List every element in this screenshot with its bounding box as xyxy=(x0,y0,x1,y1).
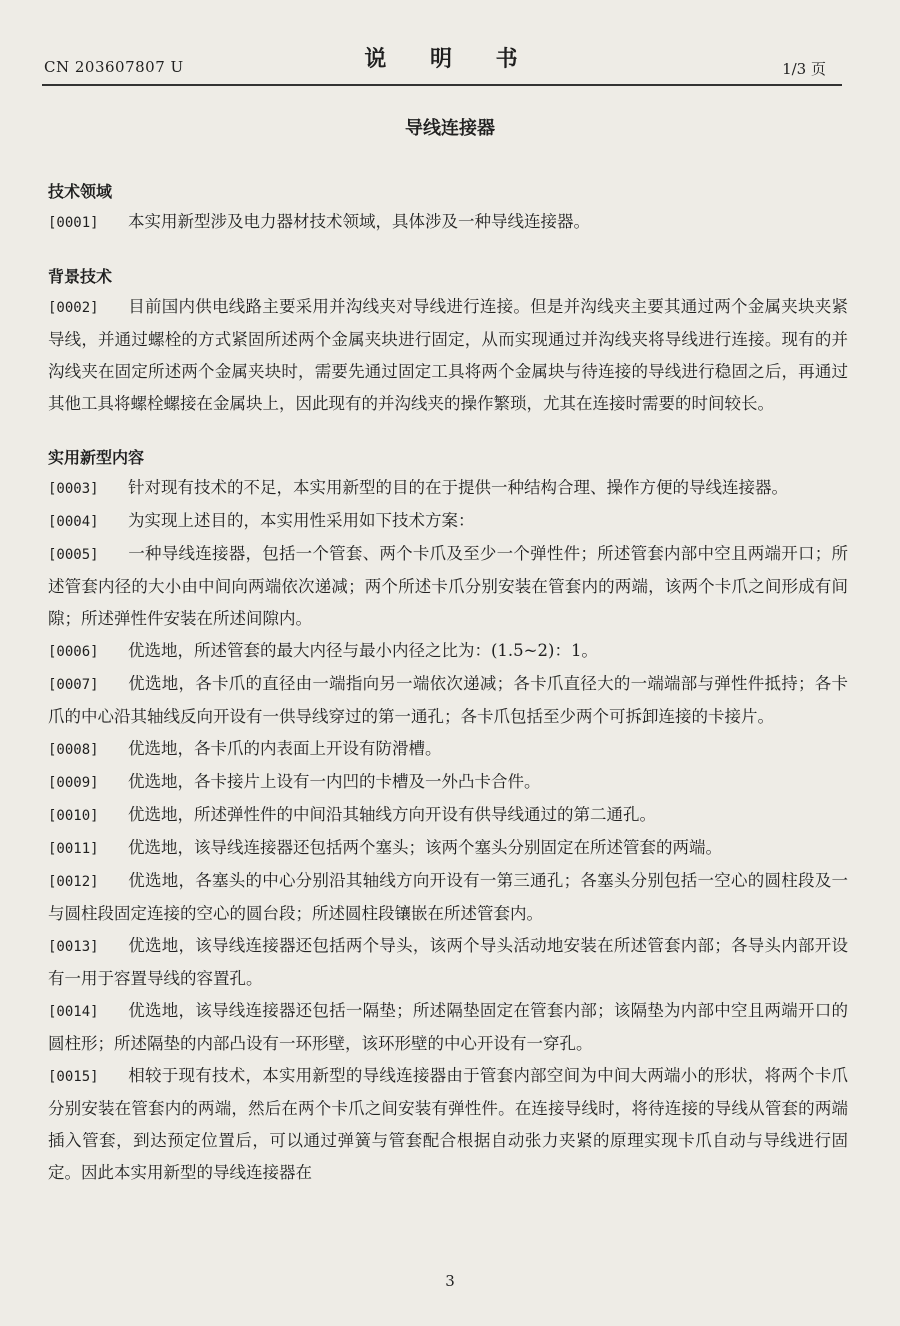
paragraph xyxy=(48,799,848,832)
paragraph xyxy=(48,1060,848,1189)
paragraph xyxy=(48,635,848,668)
paragraph-number: [0001] xyxy=(48,215,99,231)
paragraph xyxy=(48,930,848,995)
paragraph-number: [0008] xyxy=(48,742,99,758)
paragraph-text: 优选地，该导线连接器还包括两个塞头；该两个塞头分别固定在所述管套的两端。 xyxy=(128,838,722,857)
paragraph-text: 一种导线连接器，包括一个管套、两个卡爪及至少一个弹性件；所述管套内部中空且两端开口；所述管套内径的大小由中间向两端依次递减；两个所述卡爪分别安装在管套内的两端，该两个卡爪之间形成有间隙；所述弹性件安装在所述间隙内。 xyxy=(48,544,848,628)
paragraph-text: 优选地，该导线连接器还包括一隔垫；所述隔垫固定在管套内部；该隔垫为内部中空且两端开口的圆柱形；所述隔垫的内部凸设有一环形壁，该环形壁的中心开设有一穿孔。 xyxy=(48,1001,848,1053)
paragraph-text: 优选地，该导线连接器还包括两个导头，该两个导头活动地安装在所述管套内部；各导头内部开设有一用于容置导线的容置孔。 xyxy=(48,936,848,988)
paragraph-text: 优选地，各卡接片上设有一内凹的卡槽及一外凸卡合件。 xyxy=(128,772,541,791)
paragraph-text: 目前国内供电线路主要采用并沟线夹对导线进行连接。但是并沟线夹主要其通过两个金属夹块夹紧导线，并通过螺栓的方式紧固所述两个金属夹块进行固定，从而实现通过并沟线夹将导线进行连接。现有的并沟线夹在固定所述两个金属夹块时，需要先通过固定工具将两个金属块与待连接的导线进行稳固之后，再通过其他工具将螺栓螺接在金属块上，因此现有的并沟线夹的操作繁琐，尤其在连接时需要的时间较长。 xyxy=(48,297,848,413)
paragraph-number: [0015] xyxy=(48,1069,99,1085)
paragraph-text: 优选地，所述管套的最大内径与最小内径之比为：(1.5~2)：1。 xyxy=(128,641,598,660)
paragraph xyxy=(48,505,848,538)
section-heading: 技术领域 xyxy=(48,182,113,201)
paragraph-number: [0002] xyxy=(48,300,99,316)
section-utility-content xyxy=(48,444,848,1189)
paragraph-number: [0004] xyxy=(48,514,99,530)
paragraph-text: 优选地，所述弹性件的中间沿其轴线方向开设有供导线通过的第二通孔。 xyxy=(128,805,656,824)
paragraph xyxy=(48,865,848,930)
paragraph xyxy=(48,538,848,635)
paragraph-text: 优选地，各卡爪的内表面上开设有防滑槽。 xyxy=(128,739,442,758)
paragraph-text: 针对现有技术的不足，本实用新型的目的在于提供一种结构合理、操作方便的导线连接器。 xyxy=(128,478,788,497)
paragraph xyxy=(48,291,848,420)
paragraph-number: [0003] xyxy=(48,481,99,497)
paragraph xyxy=(48,472,848,505)
page-indicator: 1/3 页 xyxy=(782,60,826,78)
paragraph-number: [0010] xyxy=(48,808,99,824)
paragraph xyxy=(48,832,848,865)
paragraph-text: 本实用新型涉及电力器材技术领域，具体涉及一种导线连接器。 xyxy=(128,212,590,231)
page-number: 3 xyxy=(445,1272,455,1290)
document-type: 说 明 书 xyxy=(364,46,536,72)
paragraph-number: [0014] xyxy=(48,1004,99,1020)
paragraph xyxy=(48,995,848,1060)
paragraph xyxy=(48,766,848,799)
paragraph-text: 相较于现有技术，本实用新型的导线连接器由于管套内部空间为中间大两端小的形状，将两个卡爪分别安装在管套内的两端，然后在两个卡爪之间安装有弹性件。在连接导线时，将待连接的导线从管套的两端插入管套，到达预定位置后，可以通过弹簧与管套配合根据自动张力夹紧的原理实现卡爪自动与导线进行固定。因此本实用新型的导线连接器在 xyxy=(48,1066,848,1182)
paragraph-number: [0013] xyxy=(48,939,99,955)
section-heading: 实用新型内容 xyxy=(48,448,145,467)
section-technical-field xyxy=(48,178,848,239)
paragraph-number: [0011] xyxy=(48,841,99,857)
paragraph-number: [0005] xyxy=(48,547,99,563)
patent-number: CN 203607807 U xyxy=(44,58,184,76)
paragraph-number: [0007] xyxy=(48,677,99,693)
paragraph-number: [0012] xyxy=(48,874,99,890)
document-title: 导线连接器 xyxy=(405,118,495,139)
paragraph-text: 为实现上述目的，本实用性采用如下技术方案： xyxy=(128,511,475,530)
paragraph xyxy=(48,668,848,733)
section-heading: 背景技术 xyxy=(48,267,113,286)
paragraph-number: [0009] xyxy=(48,775,99,791)
paragraph-text: 优选地，各塞头的中心分别沿其轴线方向开设有一第三通孔；各塞头分别包括一空心的圆柱段及一与圆柱段固定连接的空心的圆台段；所述圆柱段镶嵌在所述管套内。 xyxy=(48,871,848,923)
paragraph-text: 优选地，各卡爪的直径由一端指向另一端依次递减；各卡爪直径大的一端端部与弹性件抵持；各卡爪的中心沿其轴线反向开设有一供导线穿过的第一通孔；各卡爪包括至少两个可拆卸连接的卡接片。 xyxy=(48,674,848,726)
section-background xyxy=(48,263,848,420)
paragraph xyxy=(48,733,848,766)
paragraph-number: [0006] xyxy=(48,644,99,660)
paragraph xyxy=(48,206,848,239)
document-body xyxy=(48,178,848,1189)
header-rule xyxy=(42,84,842,86)
